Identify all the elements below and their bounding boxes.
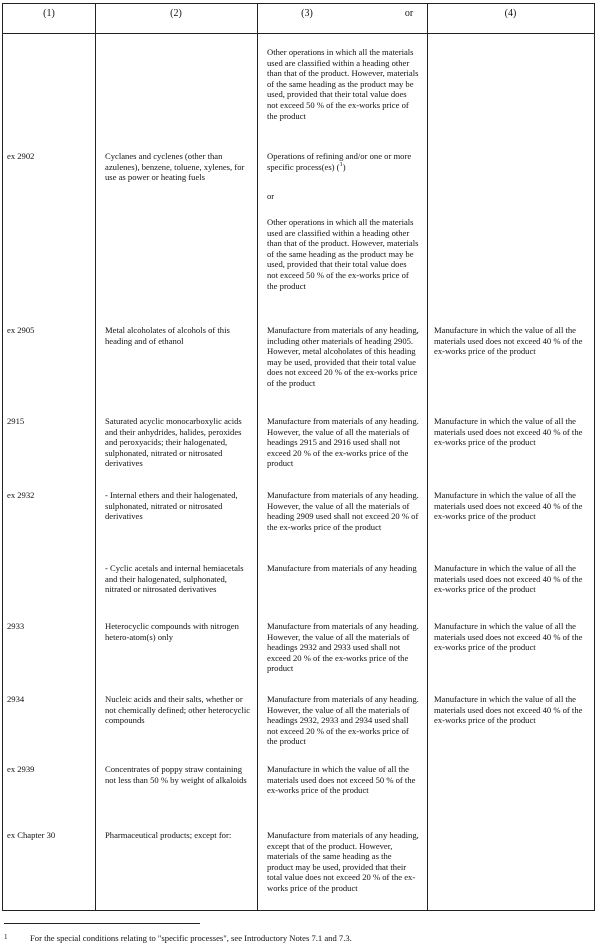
- header-or: or: [404, 8, 414, 19]
- row-col3: Manufacture from materials of any heading, including other materials of heading 2905. However, metal alcoholates of this heading may be used, provided that their total value does not exceed 20 % of the ex-works price of the product: [267, 325, 419, 388]
- row-code: ex 2939: [7, 764, 35, 774]
- row-col3-sub: Manufacture from materials of any heading: [267, 563, 417, 573]
- row-col4: Manufacture in which the value of all the materials used does not exceed 40 % of the ex-works price of the product: [434, 490, 583, 522]
- header-col1: (1): [43, 8, 55, 19]
- row-continuation-col3: Other operations in which all the materials used are classified within a heading other than that of the product. However, materials of the same heading as the product may be used, provided that their total value does not exceed 50 % of the ex-works price of the product: [267, 47, 419, 121]
- header-col2: (2): [170, 8, 182, 19]
- row-description: Cyclanes and cyclenes (other than azulenes), benzene, toluene, xylenes, for use as power or heating fuels: [105, 151, 245, 183]
- header-col3: (3): [301, 8, 313, 19]
- header-col4: (4): [504, 8, 517, 19]
- column-divider: [257, 4, 258, 910]
- row-code: ex Chapter 30: [7, 830, 56, 840]
- row-code: ex 2902: [7, 151, 35, 161]
- row-description: Saturated acyclic monocarboxylic acids and their anhydrides, halides, peroxides and peroxyacids; their halogenated, sulphonated, nitrated or nitrosated derivatives: [105, 416, 242, 469]
- row-col4: Manufacture in which the value of all the materials used does not exceed 40 % of the ex-works price of the product: [434, 416, 583, 448]
- footnote-text: For the special conditions relating to "specific processes", see Introductory Notes 7.1 and 7.3.: [30, 933, 352, 943]
- row-col3-first: [267, 151, 419, 172]
- row-col4: Manufacture in which the value of all the materials used does not exceed 40 % of the ex-works price of the product: [434, 621, 583, 653]
- header-divider: [3, 33, 594, 34]
- row-col3-text-end: ): [342, 161, 346, 172]
- row-code: ex 2905: [7, 325, 35, 335]
- row-description: Metal alcoholates of alcohols of this heading and of ethanol: [105, 325, 230, 346]
- row-col4: Manufacture in which the value of all the materials used does not exceed 40 % of the ex-works price of the product: [434, 325, 583, 357]
- row-code: 2933: [7, 621, 25, 631]
- row-description-sub: - Cyclic acetals and internal hemiacetals and their halogenated, sulphonated, nitrated or nitrosated derivatives: [105, 563, 244, 595]
- row-col3-second: Other operations in which all the materials used are classified within a heading other than that of the product. However, materials of the same heading as the product may be used, provided that their total value does not exceed 50 % of the ex-works price of the product: [267, 217, 419, 291]
- row-description: Nucleic acids and their salts, whether or not chemically defined; other heterocyclic compounds: [105, 694, 251, 726]
- row-col3-text: Operations of refining and/or one or more specific process(es) (: [267, 151, 412, 172]
- row-col3: Manufacture in which the value of all the materials used does not exceed 50 % of the ex-works price of the product: [267, 764, 416, 796]
- footnote-reference[interactable]: 1: [339, 160, 343, 168]
- row-code: 2934: [7, 694, 25, 704]
- row-col3: Manufacture from materials of any heading. However, the value of all the materials of heading 2909 used shall not exceed 20 % of the ex-works price of the product: [267, 490, 419, 532]
- row-col3: Manufacture from materials of any heading, except that of the product. However, materials of the same heading as the product may be used, provided that their total value does not exceed 20 % of the ex-works price of the product: [267, 830, 419, 893]
- row-description: Heterocyclic compounds with nitrogen hetero-atom(s) only: [105, 621, 239, 642]
- row-description: Concentrates of poppy straw containing not less than 50 % by weight of alkaloids: [105, 764, 247, 785]
- row-description: Pharmaceutical products; except for:: [105, 830, 232, 840]
- footnote-separator: [4, 923, 200, 924]
- row-code: ex 2932: [7, 490, 35, 500]
- row-code: 2915: [7, 416, 25, 426]
- row-col3-or: or: [267, 191, 275, 201]
- row-col4: Manufacture in which the value of all the materials used does not exceed 40 % of the ex-works price of the product: [434, 694, 583, 726]
- row-col3: Manufacture from materials of any heading. However, the value of all the materials of headings 2932, 2933 and 2934 used shall not exceed 20 % of the ex-works price of the product: [267, 694, 419, 747]
- column-divider: [427, 4, 428, 910]
- footnote-mark: 1: [4, 933, 8, 941]
- row-col4-sub: Manufacture in which the value of all the materials used does not exceed 40 % of the ex-works price of the product: [434, 563, 583, 595]
- column-divider: [95, 4, 96, 910]
- rules-table: [2, 3, 595, 911]
- row-col3: Manufacture from materials of any heading. However, the value of all the materials of headings 2932 and 2933 used shall not exceed 20 % of the ex-works price of the product: [267, 621, 419, 674]
- row-description: - Internal ethers and their halogenated, sulphonated, nitrated or nitrosated derivatives: [105, 490, 238, 522]
- row-col3: Manufacture from materials of any heading. However, the value of all the materials of headings 2915 and 2916 used shall not exceed 20 % of the ex-works price of the product: [267, 416, 419, 469]
- footnote: [4, 933, 584, 943]
